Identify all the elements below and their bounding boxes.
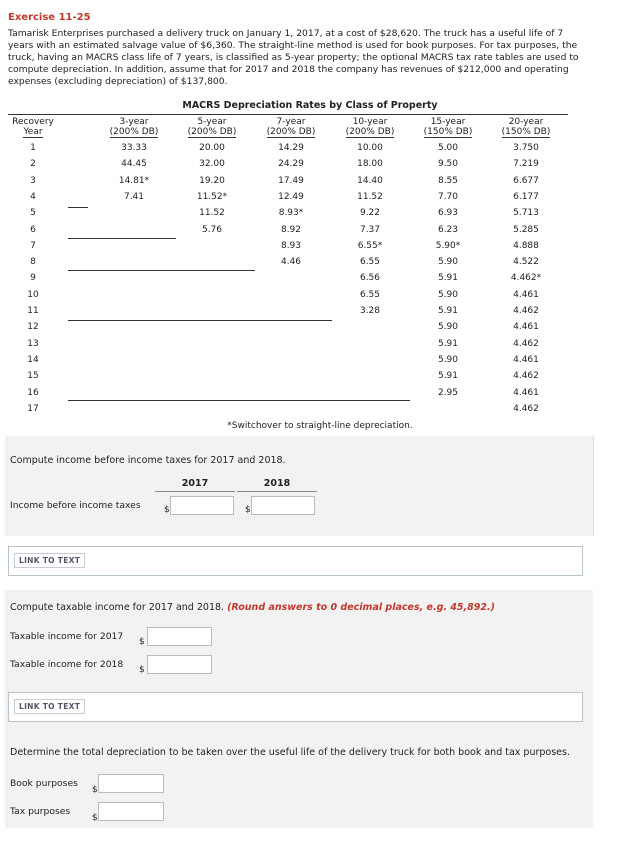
- rate-cell: 3.750: [513, 143, 539, 153]
- stair-line-3yr: [68, 207, 88, 208]
- recovery-year-cell: 6: [30, 224, 36, 235]
- link-to-text-button-2[interactable]: LINK TO TEXT: [14, 699, 85, 714]
- recovery-year-cell: 3: [30, 175, 36, 186]
- class-header-4: [418, 117, 478, 138]
- tax-purposes-label: Tax purposes: [10, 806, 71, 817]
- class-method: (200% DB): [345, 127, 395, 137]
- rate-cell: 5.90: [437, 257, 459, 268]
- stair-line-10yr: [68, 320, 332, 321]
- problem-text: Tamarisk Enterprises purchased a delivery truck on January 1, 2017, at a cost of $28,620. The truck has a useful life of 7 years with an estimated salvage value of $6,360. The straight-line method is used for book purposes. For tax purposes, the truck, having an MACRS class life of 7 years, is classified as 5-year property; the optional MACRS tax rate tables are used to compute depreciation. In addition, assume that for 2017 and 2018 the company has revenues of $212,000 and operating expenses (excluding depreciation) of $137,800.: [8, 28, 579, 87]
- rate-cell: 17.49: [278, 175, 304, 186]
- rate-cell: 4.462: [513, 338, 539, 349]
- recovery-year-cell: 12: [27, 322, 39, 333]
- rate-cell: 2.95: [437, 387, 459, 398]
- rate-cell: 32.00: [199, 159, 225, 170]
- rate-cell: 5.91: [437, 371, 459, 382]
- class-method: (200% DB): [266, 127, 316, 137]
- rate-cell: 14.81*: [118, 175, 150, 186]
- class-label: 7-year: [276, 117, 306, 127]
- recovery-year-cell: 9: [30, 273, 36, 284]
- rate-cell: 7.37: [359, 224, 381, 235]
- rate-cell: 8.55: [437, 175, 459, 186]
- class-header-2: [261, 117, 321, 138]
- rate-cell: 4.461: [513, 354, 539, 365]
- class-header-1: [182, 117, 242, 138]
- rate-cell: 7.70: [437, 191, 459, 202]
- currency-sign: $: [164, 505, 170, 515]
- rate-cell: 8.93*: [278, 208, 304, 219]
- rate-cell: 11.52: [199, 208, 225, 219]
- rate-cell: 33.33: [121, 143, 147, 153]
- rate-cell: 20.00: [199, 143, 225, 153]
- taxable-income-2017-label: Taxable income for 2017: [10, 631, 124, 642]
- taxable-income-2018-input[interactable]: [147, 655, 212, 674]
- rate-cell: 3.28: [359, 306, 381, 316]
- rate-cell: 9.22: [359, 208, 381, 219]
- rate-cell: 4.461: [513, 289, 539, 300]
- rate-cell: 6.56: [359, 273, 381, 284]
- rate-cell: 4.888: [513, 240, 539, 251]
- rate-cell: 8.92: [280, 224, 302, 235]
- rate-cell: 5.91: [437, 306, 459, 316]
- class-label: 10-year: [352, 117, 388, 127]
- rate-cell: 8.93: [280, 240, 302, 251]
- rate-cell: 5.91: [437, 338, 459, 349]
- rate-cell: 5.90: [437, 322, 459, 333]
- recovery-year-cell: 7: [30, 240, 36, 251]
- rate-cell: 5.90: [437, 354, 459, 365]
- recovery-year-cell: 4: [30, 191, 36, 202]
- rate-cell: 7.41: [123, 191, 145, 202]
- table-header-rule: [8, 114, 568, 115]
- class-method: (150% DB): [501, 127, 551, 137]
- recovery-year-cell: 10: [27, 289, 39, 300]
- part2-prompt: [10, 602, 495, 613]
- part2-prompt-text: Compute taxable income for 2017 and 2018.: [10, 602, 225, 613]
- rate-cell: 9.50: [437, 159, 459, 170]
- currency-sign: $: [245, 505, 251, 515]
- column-2017-header: 2017: [155, 477, 235, 492]
- macrs-table-title: MACRS Depreciation Rates by Class of Property: [182, 100, 438, 111]
- stair-line-15yr: [68, 400, 410, 401]
- rate-cell: 4.46: [280, 257, 302, 268]
- part1-prompt: Compute income before income taxes for 2017 and 2018.: [10, 455, 286, 466]
- recovery-header-line1: Recovery: [12, 117, 54, 127]
- rate-cell: 6.55: [359, 257, 381, 268]
- class-method: (200% DB): [187, 127, 237, 137]
- taxable-income-2017-input[interactable]: [147, 627, 212, 646]
- rate-cell: 24.29: [278, 159, 304, 170]
- stair-line-7yr: [68, 270, 255, 271]
- class-label: 3-year: [119, 117, 149, 127]
- rate-cell: 44.45: [121, 159, 147, 170]
- class-label: 15-year: [430, 117, 466, 127]
- rate-cell: 4.461: [513, 387, 539, 398]
- rate-cell: 5.90*: [435, 240, 461, 251]
- rate-cell: 5.76: [201, 224, 223, 235]
- rate-cell: 6.93: [437, 208, 459, 219]
- switchover-footnote: *Switchover to straight-line depreciation.: [227, 421, 413, 431]
- income-before-taxes-label: Income before income taxes: [10, 500, 141, 511]
- recovery-year-cell: 17: [27, 403, 39, 414]
- currency-sign: $: [139, 665, 145, 675]
- rate-cell: 6.677: [513, 175, 539, 186]
- rate-cell: 19.20: [199, 175, 225, 186]
- currency-sign: $: [92, 785, 98, 795]
- rate-cell: 6.55*: [357, 240, 383, 251]
- recovery-year-cell: 1: [30, 143, 36, 153]
- class-method: (150% DB): [423, 127, 473, 137]
- column-2018-header: 2018: [237, 477, 317, 492]
- class-header-3: [340, 117, 400, 138]
- class-label: 5-year: [197, 117, 227, 127]
- rate-cell: 6.23: [437, 224, 459, 235]
- rate-cell: 5.00: [437, 143, 459, 153]
- income-before-taxes-2018-input[interactable]: [251, 496, 315, 515]
- currency-sign: $: [92, 813, 98, 823]
- class-header-5: [496, 117, 556, 138]
- rate-cell: 5.91: [437, 273, 459, 284]
- class-label: 20-year: [508, 117, 544, 127]
- taxable-income-2018-label: Taxable income for 2018: [10, 659, 124, 670]
- currency-sign: $: [139, 637, 145, 647]
- rate-cell: 14.29: [278, 143, 304, 153]
- rate-cell: 11.52: [357, 191, 383, 202]
- recovery-year-cell: 11: [27, 306, 39, 316]
- rate-cell: 4.462: [513, 371, 539, 382]
- recovery-year-cell: 2: [30, 159, 36, 170]
- rounding-hint: (Round answers to 0 decimal places, e.g. 45,892.): [227, 602, 495, 613]
- rate-cell: 14.40: [357, 175, 383, 186]
- rate-cell: 7.219: [513, 159, 539, 170]
- link-to-text-box-1: [8, 546, 583, 576]
- book-purposes-label: Book purposes: [10, 778, 78, 789]
- rate-cell: 4.462*: [510, 273, 542, 284]
- rate-cell: 6.55: [359, 289, 381, 300]
- rate-cell: 18.00: [357, 159, 383, 170]
- recovery-header-line2: Year: [23, 127, 43, 137]
- link-to-text-box-2: [8, 692, 583, 722]
- class-header-0: [104, 117, 164, 138]
- rate-cell: 11.52*: [196, 191, 228, 202]
- rate-cell: 5.285: [513, 224, 539, 235]
- recovery-year-header: [8, 117, 58, 138]
- tax-purposes-input[interactable]: [98, 802, 164, 821]
- recovery-year-cell: 5: [30, 208, 36, 219]
- part3-prompt: Determine the total depreciation to be taken over the useful life of the delivery truck for both book and tax purposes.: [10, 747, 570, 758]
- rate-cell: 10.00: [357, 143, 383, 153]
- recovery-year-cell: 13: [27, 338, 39, 349]
- rate-cell: 6.177: [513, 191, 539, 202]
- rate-cell: 4.462: [513, 403, 539, 414]
- rate-cell: 4.462: [513, 306, 539, 316]
- exercise-title: Exercise 11-25: [8, 12, 91, 23]
- book-purposes-input[interactable]: [98, 774, 164, 793]
- link-to-text-button-1[interactable]: LINK TO TEXT: [14, 553, 85, 568]
- panel-edge: [593, 436, 594, 536]
- recovery-year-cell: 14: [27, 354, 39, 365]
- recovery-year-cell: 16: [27, 387, 39, 398]
- rate-cell: 5.713: [513, 208, 539, 219]
- rate-cell: 12.49: [278, 191, 304, 202]
- recovery-year-cell: 8: [30, 257, 36, 268]
- rate-cell: 4.461: [513, 322, 539, 333]
- recovery-year-cell: 15: [27, 371, 39, 382]
- rate-cell: 5.90: [437, 289, 459, 300]
- class-method: (200% DB): [109, 127, 159, 137]
- stair-line-5yr: [68, 238, 176, 239]
- income-before-taxes-2017-input[interactable]: [170, 496, 234, 515]
- rate-cell: 4.522: [513, 257, 539, 268]
